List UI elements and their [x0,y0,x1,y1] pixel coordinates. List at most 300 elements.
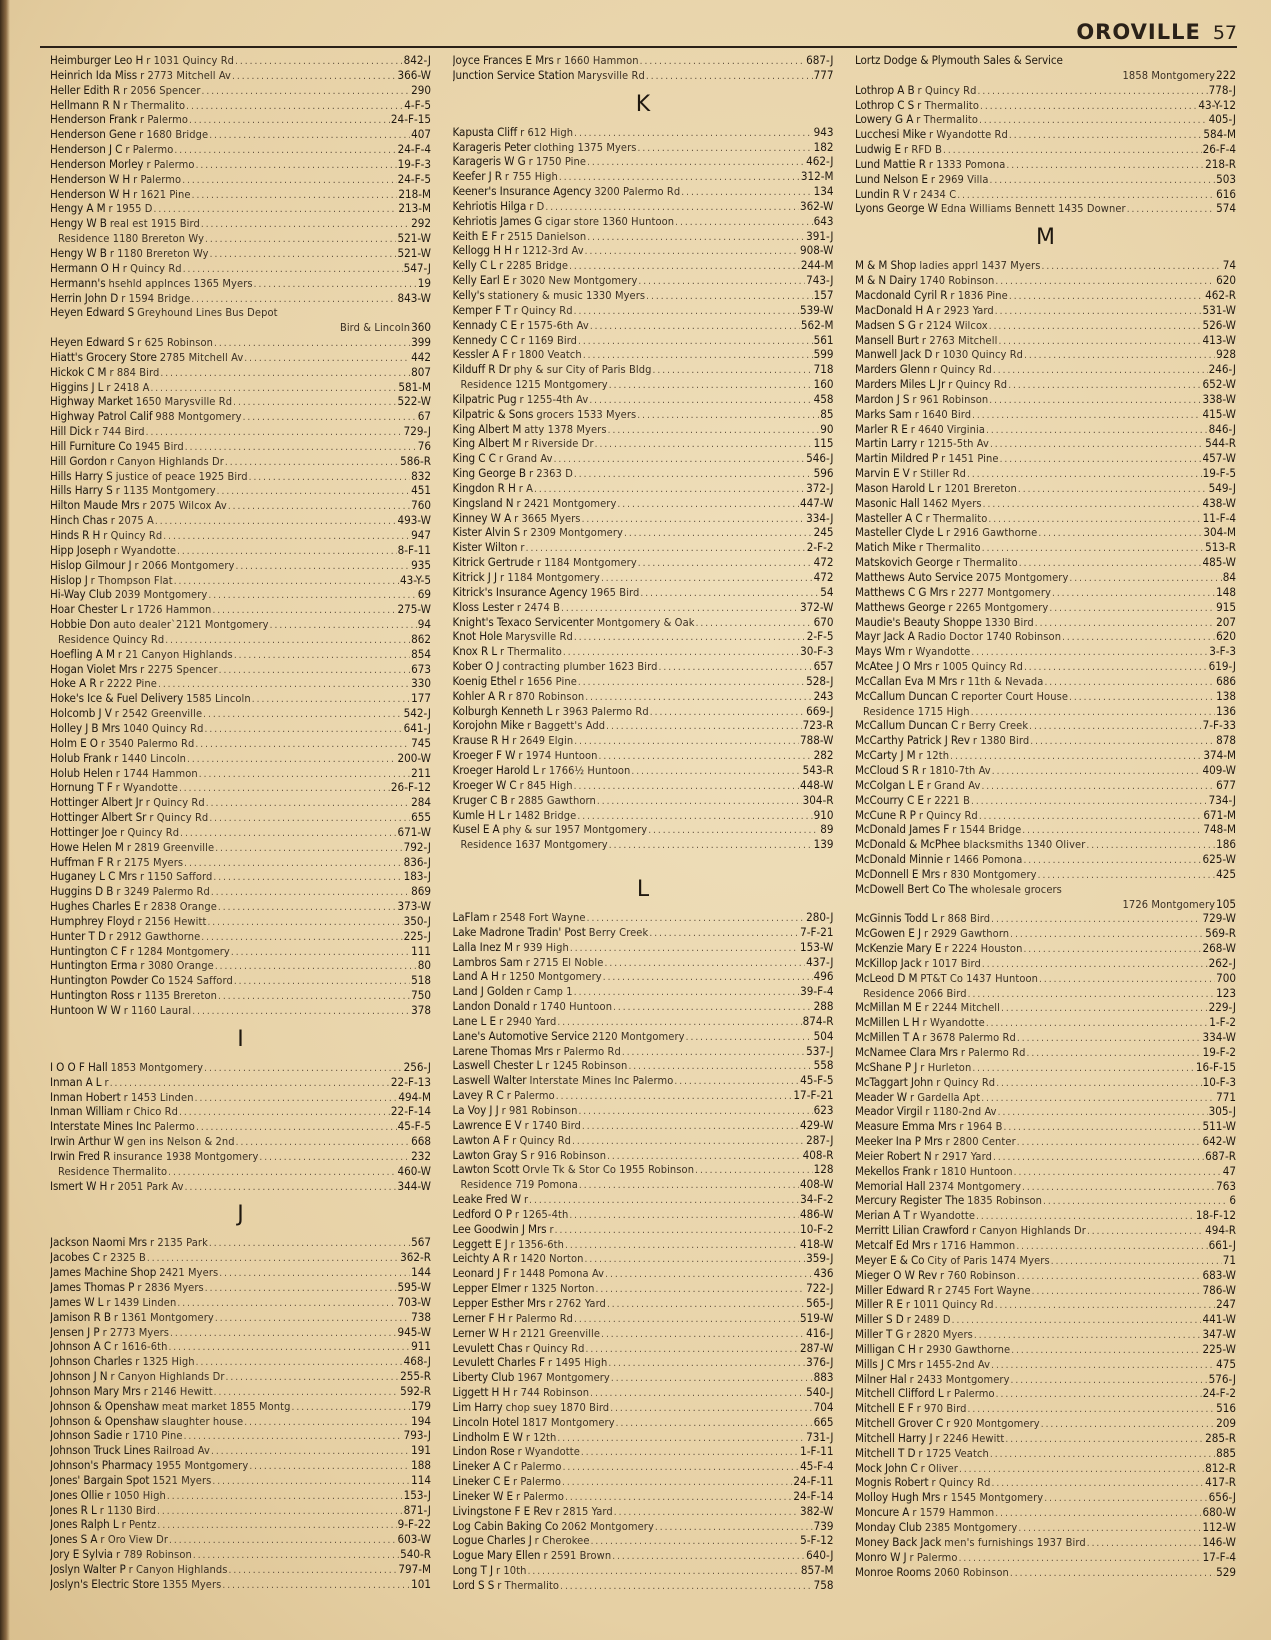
entry-name: Jones Ollie [50,1487,104,1502]
directory-entry [453,1444,834,1459]
entry-detail: r 2548 Fort Wayne [492,911,586,925]
entry-name: McDonald Minnie [855,852,943,867]
directory-entry [50,1119,431,1134]
dot-leader [529,1194,799,1207]
entry-detail: r 1455-2nd Av [918,1357,991,1371]
entry-phone-number: 451 [411,483,431,498]
directory-entry [855,733,1236,748]
entry-phone-number: 623 [813,1103,834,1117]
entry-name: Miller Edward R [855,1282,935,1297]
entry-name: Merritt Lilian Crawford [855,1223,969,1238]
directory-entry [50,246,431,261]
entry-name: I O O F Hall [50,1059,108,1074]
entry-name: Kilpatric Pug [452,391,517,406]
entry-detail: 2385 Montgomery [924,1521,1018,1534]
entry-name: Marders Miles L Jr [855,377,946,392]
entry-phone-number: 418-W [799,1236,834,1251]
entry-detail: r 755 High [504,170,558,184]
entry-name: Kober O J [452,659,500,674]
entry-name: Kroeger F W [452,748,516,763]
entry-phone-number: 935 [411,557,431,572]
entry-detail: 3200 Palermo Rd [594,185,681,199]
directory-entry [453,600,834,615]
entry-detail: r 2066 Montgomery [134,558,235,572]
directory-entry [453,1415,834,1430]
entry-detail: men's furnishings 1937 Bird [944,1535,1086,1549]
entry-detail: r 1656 Pine [519,674,577,688]
directory-entry [855,1193,1236,1208]
dot-leader [1043,1195,1228,1208]
entry-name: Hornung T F [50,780,113,795]
entry-phone-number: 511-W [1202,1119,1236,1134]
entry-detail: r 1594 Bridge [121,291,191,305]
entry-detail: r 2929 Gawthorn [923,927,1010,941]
entry-name: Hislop J [50,572,88,587]
dot-leader [205,723,403,736]
entry-name: Kumle H L [452,807,505,822]
entry-detail: r 744 Robinson [513,1386,590,1400]
directory-entry [453,436,834,451]
directory-entry [453,154,834,169]
entry-detail: Berry Creek [588,925,649,939]
dot-leader [169,1534,396,1547]
dot-leader [607,1298,805,1311]
entry-detail: r 1451 Pine [941,452,999,466]
entry-name: Logue Charles J [452,1533,532,1548]
directory-entry [855,704,1236,719]
dot-leader [555,1224,799,1237]
directory-entry [855,273,1236,288]
entry-phone-number: 429-W [799,1117,834,1132]
directory-entry [855,258,1236,273]
entry-detail: r [104,1075,109,1089]
entry-phone-number: 494-M [398,1089,431,1104]
dot-leader [192,1005,410,1018]
directory-entry [453,243,834,258]
entry-phone-number: 6 [1229,1193,1236,1208]
entry-name: Lindholm E W [452,1429,523,1444]
entry-phone-number: 739 [813,1518,834,1533]
entry-phone-number: 179 [411,1398,431,1413]
directory-entry [453,1311,834,1326]
directory-entry [855,644,1236,659]
directory-entry [855,1060,1236,1075]
entry-name: Johnson Mary Mrs [50,1383,141,1398]
dot-leader [565,1239,799,1252]
entry-phone-number: 493-W [397,513,431,528]
entry-detail: r Wyandotte [922,1016,985,1030]
dot-leader [218,901,397,914]
dot-leader [995,305,1202,318]
entry-phone-number: 562-M [800,317,834,332]
directory-entry [50,1295,431,1310]
directory-entry [453,570,834,585]
entry-detail: 1585 Lincoln [186,692,251,706]
directory-entry [453,955,834,970]
entry-detail: r 1800 Veatch [511,348,582,362]
dot-leader [972,409,1201,422]
dot-leader [1030,735,1215,748]
entry-detail: r 2121 Greenville [512,1326,601,1340]
entry-phone-number: 620 [1216,273,1236,288]
dot-leader [998,1106,1208,1119]
entry-detail: Residence 1215 Montgomery [460,378,608,392]
directory-entry [855,511,1236,526]
entry-name: Lerner W H [452,1325,510,1340]
dot-leader [608,424,820,437]
entry-name: McCourry C E [855,792,924,807]
entry-name: Mekellos Frank [855,1163,931,1178]
dot-leader [1023,854,1201,867]
entry-detail: r Oro View Dr [100,1533,169,1547]
entry-name: Johnson Sadie [50,1428,123,1443]
entry-phone-number: 743-J [806,273,834,288]
entry-detail: r 2649 Elgin [512,734,574,748]
directory-entry [453,1355,834,1370]
entry-detail: r Berry Creek [961,719,1029,733]
entry-phone-number: 687-J [806,53,834,67]
dot-leader [157,1505,403,1518]
directory-entry [855,201,1236,216]
directory-entry [855,1357,1236,1372]
entry-phone-number: 543-R [802,762,834,777]
dot-leader [599,750,813,763]
entry-detail: r 2433 Montgomery [909,1372,1010,1386]
directory-entry [50,172,431,187]
entry-detail: r 2474 B [516,600,560,614]
entry-name: Huntington Ross [50,988,135,1003]
dot-leader [1009,290,1204,303]
dot-leader [943,144,1202,157]
dot-leader [586,1343,799,1356]
entry-name: Heimburger Leo H [50,53,144,67]
entry-name: Hill Furniture Co [50,438,132,453]
entry-name: Koenig Ethel [452,673,517,688]
dot-leader [213,871,402,884]
directory-entry [50,320,431,335]
entry-phone-number: 671-W [397,824,431,839]
entry-phone-number: 485-W [1202,555,1236,570]
dot-leader [696,617,813,630]
entry-phone-number: 284 [411,795,431,810]
entry-phone-number: 409-W [1202,762,1236,777]
entry-phone-number: 462-J [806,154,834,169]
entry-name: Kilduff R Dr [452,362,511,377]
entry-phone-number: 437-J [806,954,834,969]
entry-phone-number: 758 [813,1578,834,1592]
dot-leader [983,498,1202,511]
dot-leader [1086,839,1215,852]
entry-detail: r 1361 Montgomery [113,1310,214,1324]
directory-entry [855,1386,1236,1401]
entry-name: Kroeger Harold L [452,762,539,777]
entry-phone-number: 211 [411,765,431,780]
entry-detail: 1462 Myers [922,496,982,510]
entry-name: Metcalf Ed Mrs [855,1237,931,1252]
dot-leader [574,631,806,644]
entry-detail: 2039 Montgomery [114,588,208,602]
entry-name: Jones S A [50,1532,98,1547]
directory-entry [855,1327,1236,1342]
entry-phone-number: 408-R [802,1147,834,1162]
entry-detail: r Pentz [121,1518,157,1532]
dot-leader [596,1283,806,1296]
entry-phone-number: 494-R [1205,1223,1236,1238]
directory-entry [855,98,1236,113]
entry-phone-number: 518 [411,973,431,988]
entry-phone-number: 671-M [1203,807,1236,822]
entry-phone-number: 101 [411,1576,431,1591]
directory-entry [855,436,1236,451]
entry-name: Madsen S G [855,317,916,332]
entry-phone-number: 19 [417,275,431,290]
entry-name: Larene Thomas Mrs [452,1043,554,1058]
directory-entry [855,674,1236,689]
entry-phone-number: 304-M [1203,525,1236,540]
entry-detail: r 1726 Hammon [129,603,212,617]
entry-name: Hipp Joseph [50,542,111,557]
entry-detail: r 2515 Danielson [500,229,587,243]
dot-leader [616,1417,813,1430]
entry-phone-number: 255-R [400,1369,431,1384]
entry-name: Kingdon R H [452,480,516,495]
dot-leader [554,453,806,466]
entry-phone-number: 146-W [1202,1534,1236,1549]
directory-entry [50,439,431,454]
entry-detail: 1967 Montgomery [517,1371,610,1385]
entry-phone-number: 22-F-13 [390,1074,431,1089]
dot-leader [191,293,396,306]
entry-phone-number: 153-W [799,939,834,954]
entry-detail: r 1680 Bridge [139,128,209,142]
entry-phone-number: 854 [411,646,431,661]
entry-detail: r Oliver [920,1461,958,1475]
entry-name: Lawton Scott [452,1162,520,1177]
entry-detail: r 1180 Brereton Wy [109,246,209,260]
directory-entry [453,999,834,1014]
dot-leader [617,498,799,511]
dot-leader [574,986,799,999]
dot-leader [610,1402,812,1415]
dot-leader [1019,557,1202,570]
dot-leader [1087,1537,1202,1550]
dot-leader [996,1077,1201,1090]
dot-leader [581,1446,799,1459]
entry-name: Laswell Walter [452,1073,527,1088]
directory-entry [855,303,1236,318]
entry-detail: r Quincy Rd [103,529,163,542]
dot-leader [603,971,813,984]
entry-detail: r Chico Rd [126,1105,179,1119]
entry-detail: r Thermalito [500,645,562,659]
dot-leader [1018,1522,1201,1535]
entry-name: McGinnis Todd L [855,911,938,926]
entry-phone-number: 496 [813,969,834,984]
entry-detail: r Palermo [139,113,188,127]
directory-entry [855,362,1236,377]
dot-leader [225,456,399,469]
entry-name: Liberty Club [452,1370,515,1385]
entry-name: Maudie's Beauty Shoppe [855,614,982,629]
entry-phone-number: 415-W [1202,406,1236,421]
dot-leader [1010,1567,1215,1580]
entry-detail: r 1964 B [959,1120,1003,1134]
dot-leader [968,1403,1216,1416]
entry-detail: r 1215-5th Av [920,437,989,451]
entry-detail: r Thermalito [497,1579,560,1592]
directory-entry [855,466,1236,481]
entry-name: Marvin E V [855,466,910,481]
entry-detail: Marysville Rd [577,68,645,82]
dot-leader [650,706,805,719]
entry-detail: r 1250 Montgomery [501,970,602,984]
entry-phone-number: 540-J [806,1385,834,1400]
entry-detail: r 1579 Hammon [912,1506,995,1520]
entry-name: Hill Gordon [50,453,107,468]
entry-detail: r Wyandotte Rd [929,128,1008,142]
directory-entry [855,142,1236,157]
directory-entry [855,718,1236,733]
dot-leader [613,1001,813,1014]
dot-leader [1069,572,1221,585]
directory-entry [453,229,834,244]
entry-phone-number: 539-W [799,302,834,317]
entry-detail: r Wyandotte [115,781,178,795]
entry-name: Meader W [855,1089,907,1104]
dot-leader [222,1579,410,1592]
entry-detail: r 1130 Bird [99,1503,157,1517]
dot-leader [982,542,1204,555]
entry-phone-number: 115 [813,436,834,451]
entry-name: Kennady C E [452,317,517,332]
section-letter-heading: M [1036,225,1055,251]
entry-name: Merian A T [855,1208,910,1223]
entry-name: Lincoln Hotel [452,1414,520,1429]
dot-leader [215,960,417,973]
entry-name: Monday Club [855,1520,922,1534]
dot-leader [1003,1121,1201,1134]
entry-detail: r Thermalito [917,98,979,112]
entry-name: Jones Ralph L [50,1517,119,1532]
entry-detail: r 1212-3rd Av [514,244,584,258]
entry-detail: r 2309 Montgomery [523,526,623,540]
entry-detail: r Grand Av [926,778,981,792]
dot-leader [180,827,396,840]
directory-entry [855,971,1236,986]
entry-phone-number: 4-F-5 [404,97,431,112]
entry-phone-number: 290 [411,82,431,97]
entry-detail: r Palermo [125,143,174,157]
dot-leader [959,1463,1204,1476]
directory-entry [855,911,1236,926]
entry-detail: r Quincy Rd [122,261,182,275]
directory-entry [453,392,834,407]
directory-entry [50,1090,431,1105]
entry-name: Johnson Truck Lines [50,1443,151,1458]
dot-leader [1017,1032,1202,1045]
directory-entry [453,1430,834,1445]
dot-leader [205,233,396,246]
entry-phone-number: 871-J [403,1502,431,1517]
directory-entry [855,1030,1236,1045]
entry-phone-number: 522-W [397,394,431,409]
entry-name: Molloy Hugh Mrs [855,1490,941,1505]
entry-name: Lane's Automotive Service [452,1028,590,1043]
dot-leader [215,1312,410,1325]
entry-phone-number: 745 [411,735,431,750]
entry-phone-number: 43-Y-12 [1198,97,1236,112]
entry-name: Meador Virgil [855,1104,923,1119]
entry-phone-number: 516 [1216,1401,1236,1416]
dot-leader [607,1150,802,1163]
entry-detail: r 970 Bird [916,1402,967,1416]
entry-name: Karageris Peter [452,139,531,154]
dot-leader [597,795,802,808]
entry-phone-number: 312-M [800,169,834,184]
directory-entry [50,973,431,988]
dot-leader [646,290,812,303]
dot-leader [638,275,805,288]
directory-entry [50,261,431,276]
dot-leader [570,942,799,955]
entry-detail: r 916 Robinson [530,1148,607,1162]
directory-entry [855,763,1236,778]
dot-leader [1049,602,1215,615]
directory-entry [50,1164,431,1179]
entry-detail: Bird & Lincoln [339,321,411,335]
dot-leader [187,753,396,766]
entry-phone-number: 399 [411,335,431,350]
directory-entry [855,882,1236,897]
entry-phone-number: 366-W [397,67,431,82]
entry-detail: r 2124 Wilcox [918,318,988,332]
entry-detail: r 1135 Brereton [137,989,218,1003]
directory-entry [855,288,1236,303]
entry-name: Kelly Earl E [452,273,510,288]
entry-name: Land J Golden [452,984,524,999]
directory-entry [453,525,834,540]
dot-leader [179,782,390,795]
directory-entry [50,454,431,469]
entry-name: McAtee J O Mrs [855,659,933,674]
directory-entry [50,662,431,677]
entry-name: Leonard J F [452,1266,510,1281]
directory-entry [453,925,834,940]
dot-leader [606,720,801,733]
directory-entry [453,1133,834,1148]
directory-entry [453,1073,834,1088]
entry-detail: r 1169 Bird [520,333,578,347]
entry-detail: auto dealer`2121 Montgomery [113,618,269,632]
entry-name: Hoke's Ice & Fuel Delivery [50,691,184,706]
directory-entry [453,778,834,793]
entry-detail: r 2146 Hewitt [143,1384,213,1398]
entry-phone-number: 144 [411,1265,431,1280]
entry-detail: r 3678 Palermo Rd [922,1031,1016,1045]
directory-entry [453,615,834,630]
directory-entry [855,1416,1236,1431]
dot-leader [249,471,411,484]
directory-entry [453,910,834,925]
directory-entry [453,555,834,570]
entry-phone-number: 792-J [403,839,431,854]
entry-detail: r Thompson Flat [90,573,173,587]
entry-phone-number: 292 [411,216,431,231]
entry-phone-number: 567 [411,1235,431,1250]
directory-entry [855,629,1236,644]
entry-name: Henderson Frank [50,112,137,127]
entry-phone-number: 285-R [1205,1430,1236,1445]
